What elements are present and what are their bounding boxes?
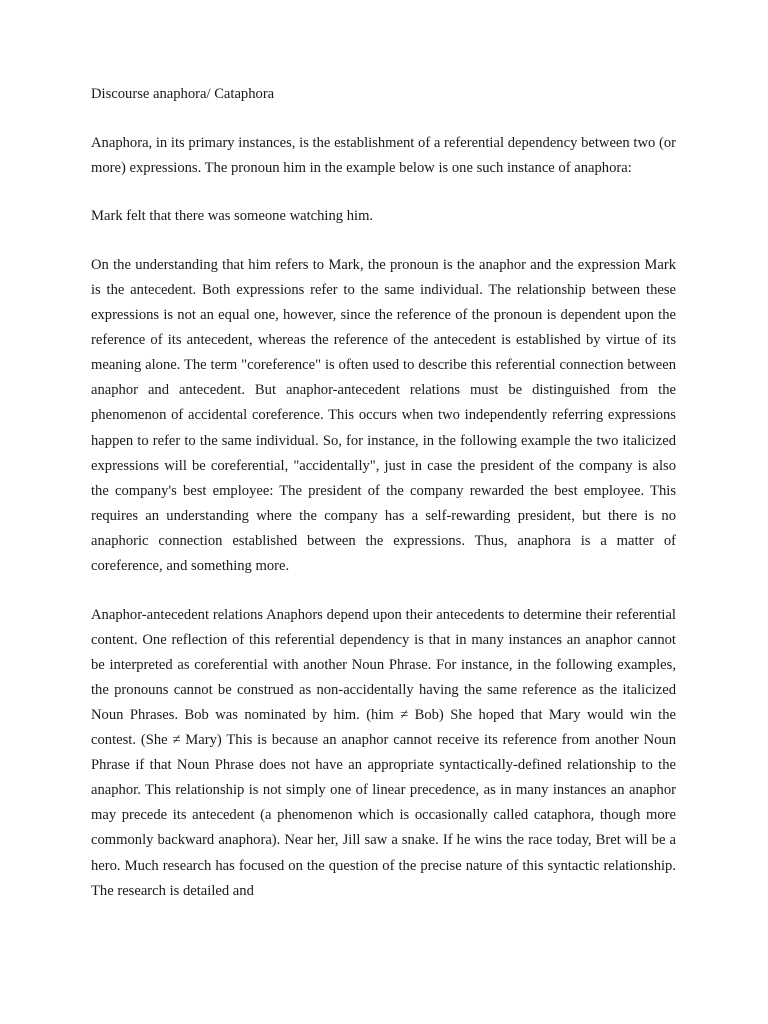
paragraph-anaphor-antecedent-relations: Anaphor-antecedent relations Anaphors depend upon their antecedents to determine their referential content. One reflection of this referential dependency is that in many instances an anaphor cannot be interpreted as coreferential with another Noun Phrase. For instance, in the following examples, the pronouns cannot be construed as non-accidentally having the same reference as the italicized Noun Phrases. Bob was nominated by him. (him ≠ Bob) She hoped that Mary would win the contest. (She ≠ Mary) This is because an anaphor cannot receive its reference from another Noun Phrase if that Noun Phrase does not have an appropriate syntactically-defined relationship to the anaphor. This relationship is not simply one of linear precedence, as in many instances an anaphor may precede its antecedent (a phenomenon which is occasionally called cataphora, though more commonly backward anaphora). Near her, Jill saw a snake. If he wins the race today, Bret will be a hero. Much research has focused on the question of the precise nature of this syntactic relationship. The research is detailed and: [91, 606, 676, 899]
paragraph-example-sentence: Mark felt that there was someone watching him.: [91, 208, 374, 225]
document-title: Discourse anaphora/ Cataphora: [91, 86, 275, 102]
paragraph-coreference: On the understanding that him refers to Mark, the pronoun is the anaphor and the expression Mark is the antecedent. Both expressions refer to the same individual. The relationship between these expressions is not an equal one, however, since the reference of the pronoun is dependent upon the reference of its antecedent, whereas the reference of the antecedent is established by virtue of its meaning alone. The term "coreference" is often used to describe this referential connection between anaphor and antecedent. But anaphor-antecedent relations must be distinguished from the phenomenon of accidental coreference. This occurs when two independently referring expressions happen to refer to the same individual. So, for instance, in the following example the two italicized expressions will be coreferential, "accidentally", just in case the president of the company is also the company's best employee: The president of the company rewarded the best employee. This requires an understanding where the company has a self-rewarding president, but there is no anaphoric connection established between the expressions. Thus, anaphora is a matter of coreference, and something more.: [91, 256, 676, 574]
document-page: [91, 82, 676, 927]
paragraph-anaphora-definition: Anaphora, in its primary instances, is the establishment of a referential dependency between two (or more) expressions. The pronoun him in the example below is one such instance of anaphora:: [91, 134, 676, 176]
